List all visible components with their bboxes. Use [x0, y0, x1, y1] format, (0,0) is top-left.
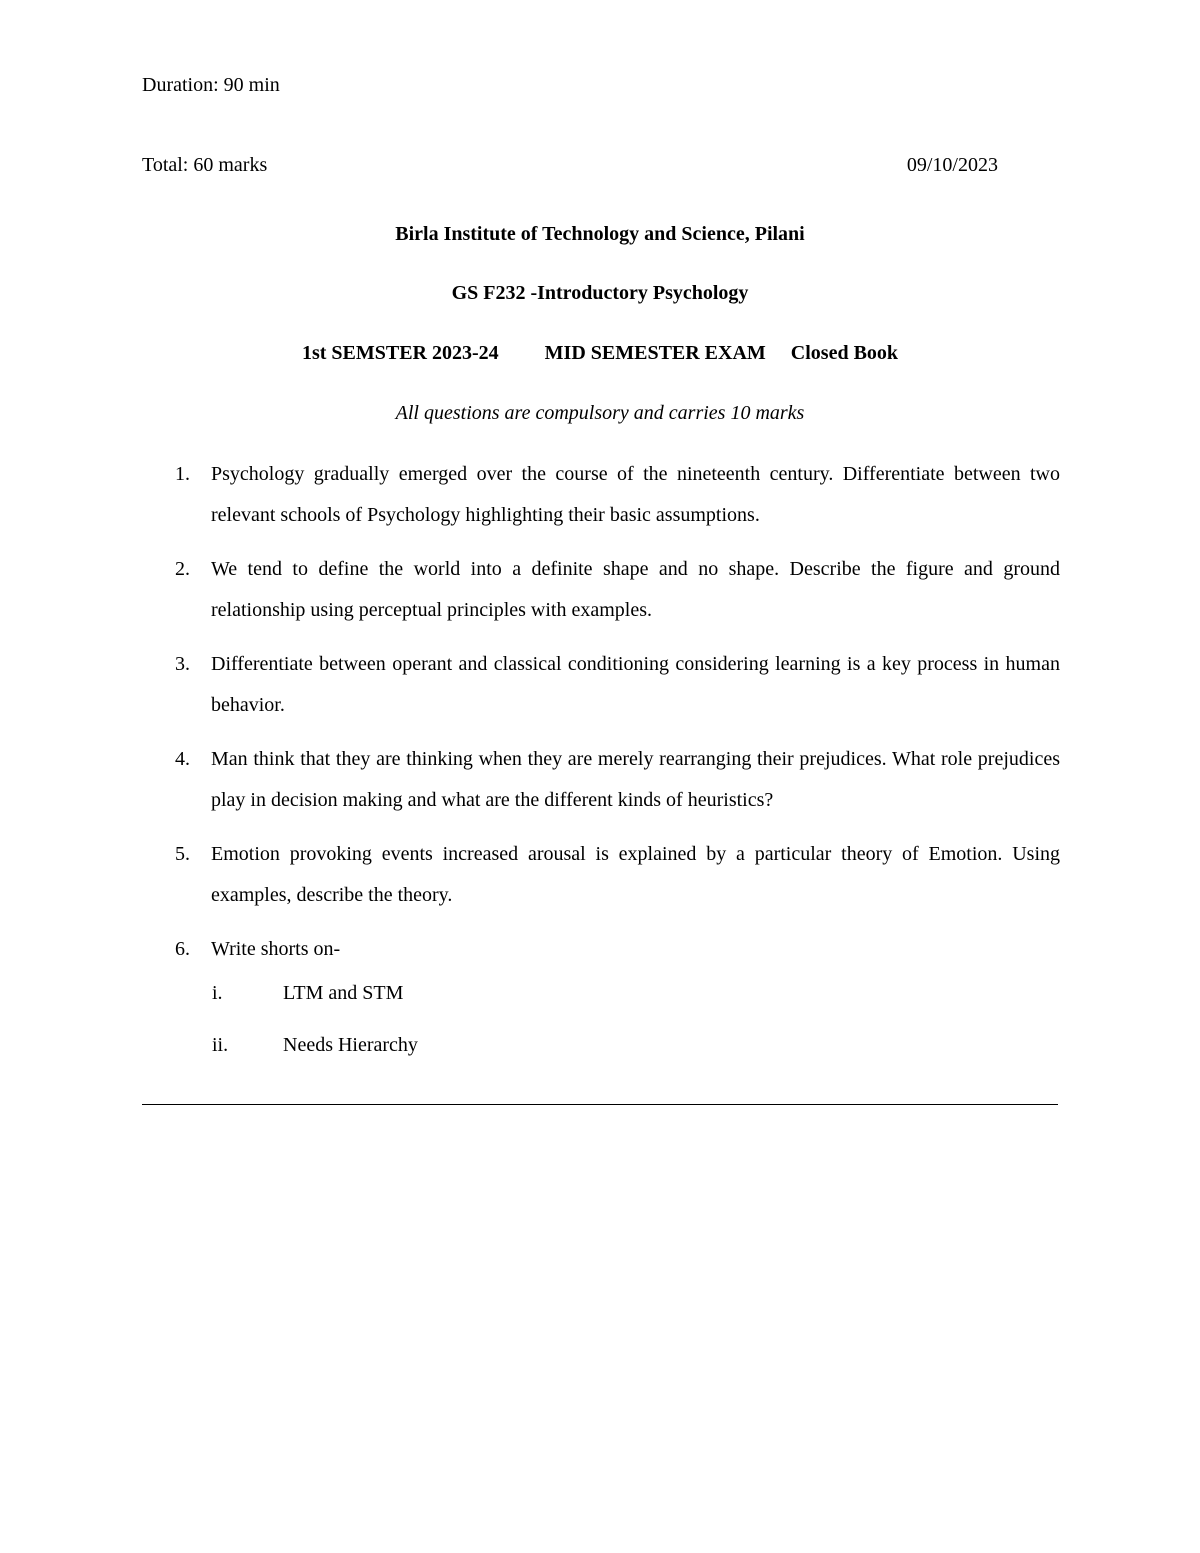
question-text: Man think that they are thinking when they are merely rearranging their prejudices. What role prejudices play in decision making and what are the different kinds of heuristics? — [211, 748, 1060, 811]
exam-date-text: 09/10/2023 — [906, 154, 998, 176]
question-item — [142, 929, 1060, 970]
total-marks-text: Total: 60 marks — [142, 154, 268, 176]
question-text: We tend to define the world into a definite shape and no shape. Describe the figure and ground relationship using perceptual principles with examples. — [211, 558, 1060, 621]
question-list — [142, 454, 1060, 983]
question-number: 1. — [175, 463, 190, 485]
question-item — [142, 739, 1060, 821]
question-item — [142, 834, 1060, 916]
semester-row — [0, 342, 1200, 365]
semester-text: 1st SEMSTER 2023-24 — [301, 342, 499, 364]
question-item — [142, 454, 1060, 536]
question-number: 2. — [175, 558, 190, 580]
sub-question-number: i. — [212, 982, 223, 1004]
question-text: Write shorts on- — [211, 938, 341, 960]
question-number: 5. — [175, 843, 190, 865]
end-divider — [142, 1104, 1058, 1105]
sub-question-text: Needs Hierarchy — [283, 1034, 418, 1056]
question-number: 6. — [175, 938, 190, 960]
sub-question-item — [212, 1030, 418, 1060]
duration-text: Duration: 90 min — [142, 74, 280, 96]
question-item — [142, 644, 1060, 726]
instructions-text: All questions are compulsory and carries 10 marks — [395, 402, 805, 424]
sub-question-text: LTM and STM — [283, 982, 404, 1004]
sub-question-list — [212, 978, 418, 1082]
question-number: 4. — [175, 748, 190, 770]
question-text: Differentiate between operant and classical conditioning considering learning is a key process in human behavior. — [211, 653, 1060, 716]
exam-type-text: MID SEMESTER EXAM — [544, 342, 766, 364]
institute-title: Birla Institute of Technology and Science, Pilani — [395, 223, 805, 245]
question-number: 3. — [175, 653, 190, 675]
course-title: GS F232 -Introductory Psychology — [451, 282, 749, 304]
sub-question-number: ii. — [212, 1034, 229, 1056]
closed-book-text: Closed Book — [790, 342, 899, 364]
question-text: Psychology gradually emerged over the course of the nineteenth century. Differentiate between two relevant schools of Psychology highlighting their basic assumptions. — [211, 463, 1060, 526]
meta-row — [142, 154, 998, 177]
question-item — [142, 549, 1060, 631]
sub-question-item — [212, 978, 418, 1008]
question-text: Emotion provoking events increased arousal is explained by a particular theory of Emotion. Using examples, describe the theory. — [211, 843, 1060, 906]
